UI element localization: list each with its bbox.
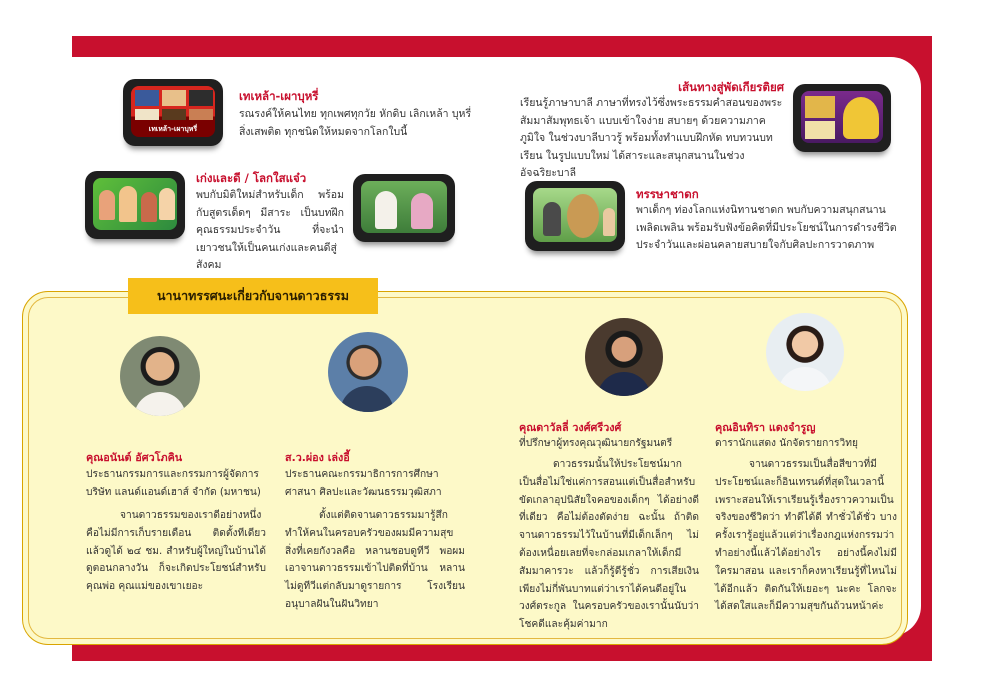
avatar xyxy=(120,336,200,416)
person-quote: จานดาวธรรมเป็นสื่อสีขาวที่มีประโยชน์และก็อินเทรนด์ที่สุดในเวลานี้ เพราะสอนให้เราเรียนรู้เรื่องราวความเป็นจริงของชีวิตว่า ทำดีได้ดี ทำชั่วได้ชั่ว บางครั้งเรารู้อยู่แล้วแต่ว่าเรื่องกฎแห่งกรรมว่าทำอย่างนี้แล้วได้อย่างไร อย่างนี้คงไม่มีใครมาสอน และเราก็คงหาเรียนรู้ที่ไหนไม่ได้อีกแล้ว ติดกันให้เยอะๆ นะคะ โลกจะได้สดใสและก็มีความสุขกันถ้วนหน้าค่ะ xyxy=(715,459,897,613)
person-quote: จานดาวธรรมของเราดีอย่างหนึ่ง คือไม่มีการเก็บรายเดือน ติดตั้งทีเดียว แล้วดูได้ ๒๔ ชม. สำหรับผู้ใหญ่ในบ้านได้ดูตอนกลางวัน ก็จะเกิดประโยชน์สำหรับคุณพ่อ คุณแม่ของเขาเยอะ xyxy=(86,510,266,593)
person-role: ดารานักแสดง นักจัดรายการวิทยุ xyxy=(715,438,858,449)
tv-thumbnail-program-2a xyxy=(85,171,185,239)
person-quote: ตั้งแต่ติดจานดาวธรรมมารู้สึกทำให้คนในครอบครัวของผมมีความสุข สิ่งที่เคยกังวลคือ หลานชอบดูทีวี พอผมเอาจานดาวธรรมเข้าไปติดที่บ้าน หลานไม่ดูทีวีแต่กลับมาดูรายการ โรงเรียนอนุบาลฝันในฝันวิทยา xyxy=(285,510,465,610)
person-name: ส.ว.ผ่อง เล่งอี้ xyxy=(285,451,350,464)
avatar xyxy=(766,313,844,391)
program-description: พบกับมิติใหม่สำหรับเด็ก พร้อมกับสูตรเด็ดๆ มีสาระ เป็นบทฝึกคุณธรรมประจำวัน ที่จะนำเยาวชนให้เป็นคนเก่งและคนดีสู่สังคม xyxy=(196,189,344,271)
avatar xyxy=(585,318,663,396)
avatar xyxy=(328,332,408,412)
program-description: เรียนรู้ภาษาบาลี ภาษาที่ทรงไว้ซึ่งพระธรรมคำสอนของพระสัมมาสัมพุทธเจ้า แบบเข้าใจง่าย สบายๆ ด้วยความภาคภูมิใจ ในช่วงบาลีบาวรู้ พร้อมทั้งทำแบบฝึกหัด ทบทวนบทเรียน ในรูปแบบใหม่ ได้สาระและสนุกสนานในช่วง อัจฉริยะบาลี xyxy=(520,97,783,179)
person-quote: ดาวธรรมนั้นให้ประโยชน์มาก เป็นสื่อไม่ใช่แค่การสอนแต่เป็นสื่อสำหรับขัดเกลาอุปนิสัยใจคอของเด็กๆ ได้อย่างดีที่เดียว คือไม่ต้องตัดง่าย ฉะนั้น ถ้าติดจานดาวธรรมไว้ในบ้านที่มีเด็กเล็กๆ ไม่ต้องเหนื่อยเลยที่จะกล่อมเกลาให้เด็กมีสัมมาคารวะ แล้วก็รู้ดีรู้ชั่ว การเสียเงินเพียงไม่กี่พันบาทแต่ว่าเราได้คนดีอยู่ในวงศ์ตระกูล ในครอบครัวของเรานั้นนับว่าโชคดีและคุ้มค่ามาก xyxy=(519,459,699,631)
program-description: รณรงค์ให้คนไทย ทุกเพศทุกวัย หักดิบ เลิกเหล้า บุหรี่ สิ่งเสพติด ทุกชนิดให้หมดจากโลกใบนี้ xyxy=(239,108,472,138)
tv-thumbnail-program-3 xyxy=(793,84,891,152)
program-title: เส้นทางสู่พัดเกียรติยศ xyxy=(678,80,784,94)
person-role: ที่ปรึกษาผู้ทรงคุณวุฒินายกรัฐมนตรี xyxy=(519,438,673,449)
program-description: พาเด็กๆ ท่องโลกแห่งนิทานชาดก พบกับความสนุกสนาน เพลิดเพลิน พร้อมรับฟังข้อคิดที่มีประโยชน์ในการดำรงชีวิตประจำวันและผ่อนคลายสบายใจกับศิลปะการวาดภาพ xyxy=(636,204,897,251)
tv-thumbnail-program-1 xyxy=(123,79,223,146)
tv-thumbnail-program-2b xyxy=(353,174,455,242)
program-title: เก่งและดี / โลกใสแจ๋ว xyxy=(196,171,307,185)
person-name: คุณอินทิรา แดงจำรูญ xyxy=(715,421,816,434)
tv-thumbnail-program-4 xyxy=(525,181,625,251)
person-role: ประธานกรรมการและกรรมการผู้จัดการ บริษัท แลนด์แอนด์เฮาส์ จำกัด (มหาชน) xyxy=(86,469,261,498)
person-role: ประธานคณะกรรมาธิการการศึกษา ศาสนา ศิลปะและวัฒนธรรมวุฒิสภา xyxy=(285,469,442,498)
person-name: คุณดาวัลลี่ วงศ์ศรีวงศ์ xyxy=(519,421,622,434)
program-title: เทเหล้า-เผาบุหรี่ xyxy=(239,89,319,103)
program-title: ทรรษาชาดก xyxy=(636,187,699,201)
opinions-heading: นานาทรรศนะเกี่ยวกับจานดาวธรรม xyxy=(128,278,378,314)
thumbnail-caption: เทเหล้า-เผาบุหรี่ xyxy=(148,125,198,133)
person-name: คุณอนันต์ อัศวโภคิน xyxy=(86,451,183,464)
